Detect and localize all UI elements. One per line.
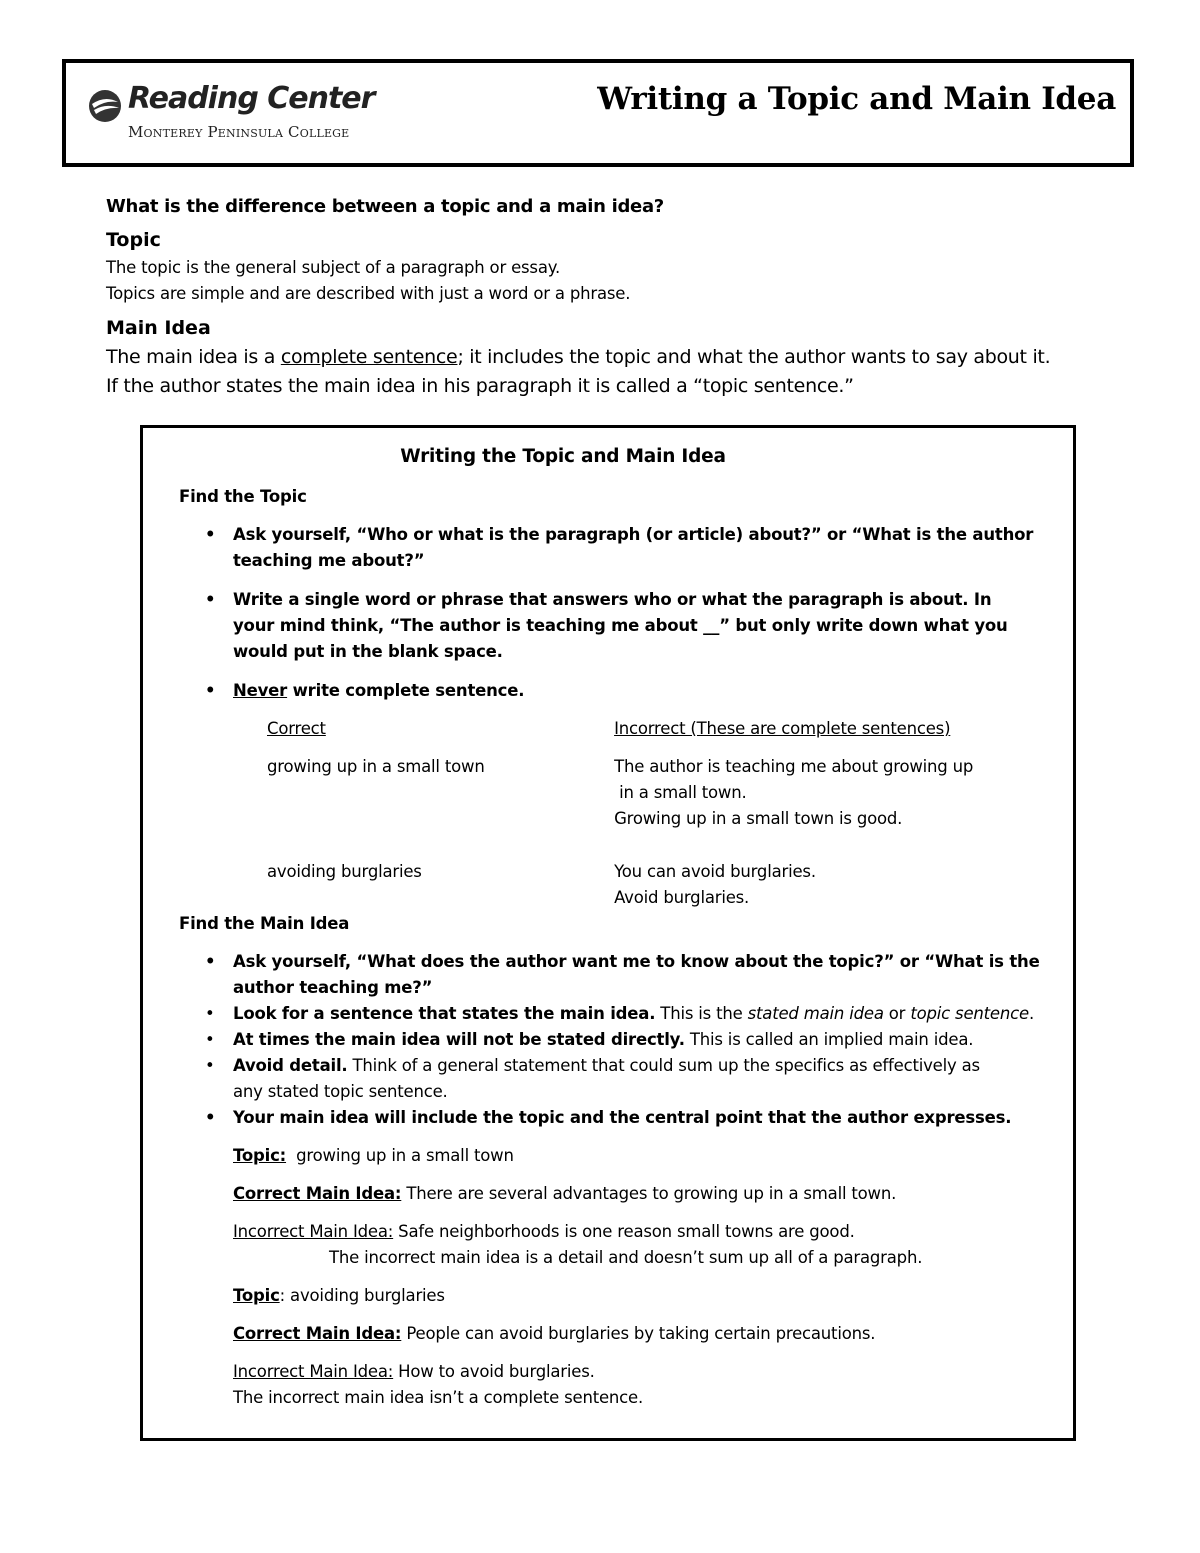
- intro-question: What is the difference between a topic and a main idea?: [106, 196, 664, 217]
- examples-table: [267, 716, 1027, 911]
- text: any stated topic sentence.: [233, 1082, 448, 1101]
- col-header-incorrect: Incorrect (These are complete sentences): [614, 719, 951, 738]
- example-incorrect: [233, 1359, 1059, 1385]
- correct-label: Correct Main Idea:: [233, 1324, 402, 1343]
- text: Ask yourself, “Who or what is the paragraph (or article) about?” or “What is the author: [233, 525, 1034, 544]
- text: Avoid detail.: [233, 1056, 348, 1075]
- topic-label: Topic:: [233, 1146, 287, 1165]
- list-item: • At times the main idea will not be stated directly. This is called an implied main idea.: [205, 1030, 974, 1049]
- text: Your main idea will include the topic and the central point that the author expresses.: [233, 1108, 1012, 1127]
- example-note: The incorrect main idea isn’t a complete sentence.: [233, 1388, 644, 1407]
- intro-section: [106, 196, 1106, 401]
- table-row: [267, 859, 1027, 911]
- main-idea-heading: Main Idea: [106, 317, 211, 339]
- list-item: • Your main idea will include the topic and the central point that the author expresses.: [205, 1108, 1012, 1127]
- table-cell: [614, 859, 1027, 911]
- text: Growing up in a small town is good.: [614, 809, 903, 828]
- topic-line: The topic is the general subject of a paragraph or essay.: [106, 258, 560, 277]
- incorrect-label: Incorrect Main Idea:: [233, 1222, 394, 1241]
- text: The author is teaching me about growing up: [614, 757, 974, 776]
- text: This is called an implied main idea.: [684, 1030, 974, 1049]
- find-main-idea-list: [179, 949, 1059, 1131]
- table-cell: avoiding burglaries: [267, 862, 422, 881]
- text: You can avoid burglaries.: [614, 862, 816, 881]
- incorrect-label: Incorrect Main Idea:: [233, 1362, 394, 1381]
- text: topic sentence: [910, 1004, 1029, 1023]
- list-item: • Avoid detail. Think of a general statement that could sum up the specifics as effectively as any stated topic sentence.: [205, 1056, 980, 1101]
- correct-label: Correct Main Idea:: [233, 1184, 402, 1203]
- example-correct: [233, 1321, 1059, 1347]
- col-header-correct: Correct: [267, 719, 326, 738]
- text: Think of a general statement that could sum up the specifics as effectively as: [347, 1056, 980, 1075]
- text: The main idea is a: [106, 346, 281, 368]
- text: At times the main idea will not be stated directly.: [233, 1030, 685, 1049]
- logo-title: Reading Center: [128, 81, 375, 116]
- table-row: [267, 754, 1027, 832]
- list-item: • Ask yourself, “What does the author want me to know about the topic?” or “What is the author teaching me?”: [205, 952, 1040, 997]
- topic-label: Topic: [233, 1286, 280, 1305]
- text: write complete sentence.: [287, 681, 525, 700]
- never-emphasis: Never: [233, 681, 288, 700]
- table-header-row: [267, 716, 1027, 742]
- text: Look for a sentence that states the main idea.: [233, 1004, 656, 1023]
- example-note: The incorrect main idea is a detail and doesn’t sum up all of a paragraph.: [329, 1248, 923, 1267]
- example-incorrect: [233, 1219, 1059, 1245]
- box-content: [179, 484, 1059, 1411]
- text: This is the: [655, 1004, 748, 1023]
- topic-heading: Topic: [106, 229, 161, 251]
- example-correct: [233, 1181, 1059, 1207]
- text: How to avoid burglaries.: [393, 1362, 595, 1381]
- example-topic: [233, 1283, 1059, 1309]
- example-topic: [233, 1143, 1059, 1169]
- list-item: • Look for a sentence that states the main idea. This is the stated main idea or topic sentence.: [205, 1004, 1035, 1023]
- text: .: [1028, 1004, 1035, 1023]
- text: or: [883, 1004, 911, 1023]
- main-idea-line-2: If the author states the main idea in his paragraph it is called a “topic sentence.”: [106, 375, 854, 397]
- text: ; it includes the topic and what the author wants to say about it.: [457, 346, 1051, 368]
- text: in a small town.: [614, 783, 747, 802]
- text: People can avoid burglaries by taking certain precautions.: [401, 1324, 876, 1343]
- page-title: Writing a Topic and Main Idea: [597, 81, 1116, 117]
- text: Avoid burglaries.: [614, 888, 750, 907]
- text: your mind think, “The author is teaching me about __” but only write down what you: [233, 616, 1008, 635]
- text: stated main idea: [747, 1004, 884, 1023]
- find-topic-list: [179, 522, 1059, 704]
- text: author teaching me?”: [233, 978, 433, 997]
- logo-subtitle: Monterey Peninsula College: [128, 123, 350, 141]
- text: : avoiding burglaries: [279, 1286, 445, 1305]
- topic-line: Topics are simple and are described with just a word or a phrase.: [106, 284, 631, 303]
- text: There are several advantages to growing up in a small town.: [401, 1184, 897, 1203]
- list-item: • Ask yourself, “Who or what is the paragraph (or article) about?” or “What is the author teaching me about?”: [205, 525, 1034, 570]
- main-idea-examples: [233, 1143, 1059, 1411]
- list-item: • Write a single word or phrase that answers who or what the paragraph is about. In your mind think, “The author is teaching me about __” but only write down what you would put in the blank space.: [205, 590, 1008, 661]
- main-idea-line-1: [106, 343, 1106, 372]
- text: Ask yourself, “What does the author want me to know about the topic?” or “What is the: [233, 952, 1040, 971]
- reading-center-logo-icon: [88, 89, 122, 127]
- list-item: • Never write complete sentence.: [205, 681, 525, 700]
- find-topic-heading: Find the Topic: [179, 487, 307, 506]
- find-main-idea-heading: Find the Main Idea: [179, 914, 350, 933]
- text: would put in the blank space.: [233, 642, 503, 661]
- instructions-box: [140, 425, 1076, 1441]
- header-box: [62, 59, 1134, 167]
- table-cell: [614, 754, 1027, 832]
- text: Safe neighborhoods is one reason small towns are good.: [393, 1222, 855, 1241]
- text: teaching me about?”: [233, 551, 425, 570]
- reading-center-logo: [88, 81, 388, 147]
- text: Write a single word or phrase that answers who or what the paragraph is about. In: [233, 590, 992, 609]
- box-title: Writing the Topic and Main Idea: [400, 446, 726, 467]
- table-cell: growing up in a small town: [267, 757, 485, 776]
- text: growing up in a small town: [286, 1146, 514, 1165]
- complete-sentence-emphasis: complete sentence: [280, 346, 458, 368]
